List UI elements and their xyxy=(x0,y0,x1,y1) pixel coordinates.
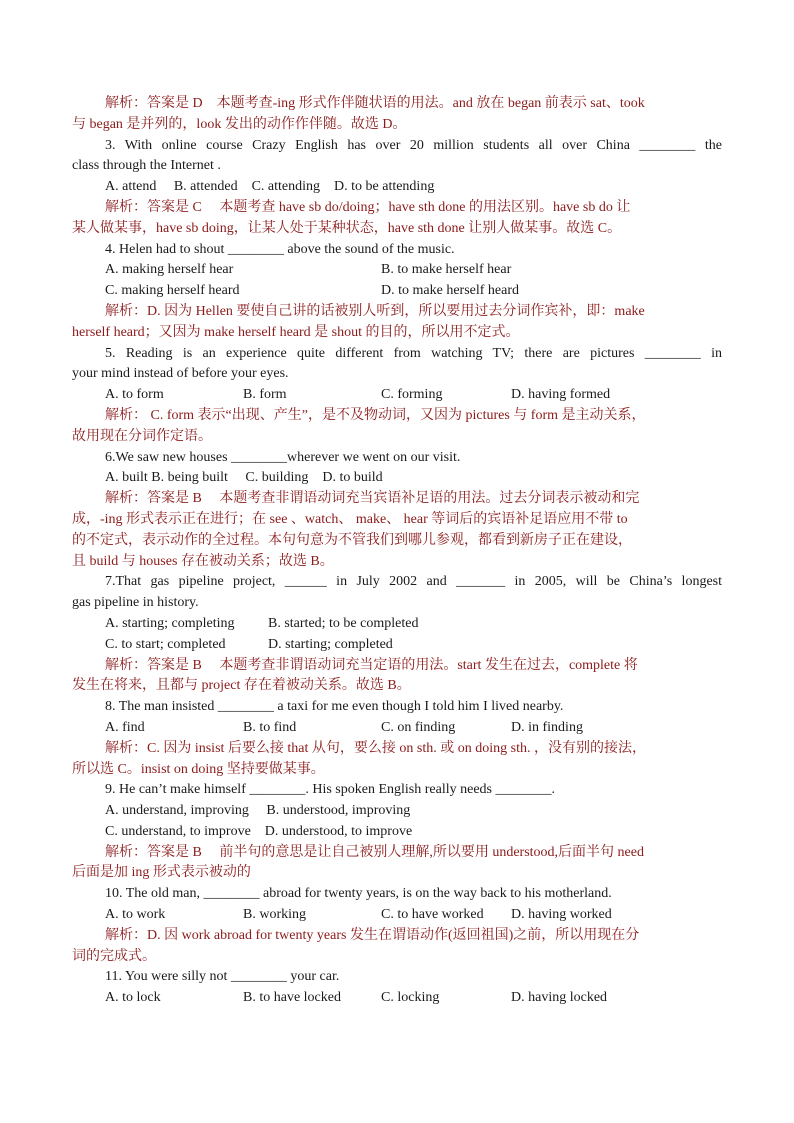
answer-option: A. to form xyxy=(105,387,164,403)
answer-options xyxy=(72,281,722,302)
explanation-line: 解析：C. 因为 insist 后要么接 that 从句，要么接 on sth. 或 on doing sth. ，没有别的接法， xyxy=(105,740,646,756)
answer-option: B. working xyxy=(243,907,306,923)
explanation-line: 成，-ing 形式表示正在进行；在 see 、watch、 make、 hear 等词后的宾语补足语应用不带 to xyxy=(72,511,628,527)
explanation-line: 某人做某事，have sb doing，让某人处于某种状态，have sth done 让别人做某事。故选 C。 xyxy=(72,220,622,236)
answer-option: D. having locked xyxy=(511,990,608,1006)
question-line: C. understand, to improve D. understood, to improve xyxy=(105,823,413,839)
answer-option: D. having formed xyxy=(511,387,611,403)
explanation-line: 所以选 C。insist on doing 坚持要做某事。 xyxy=(72,761,325,777)
answer-option: A. to work xyxy=(105,907,166,923)
question-line: 9. He can’t make himself ________. His spoken English really needs ________. xyxy=(105,782,555,798)
answer-option: B. to make herself hear xyxy=(381,262,512,278)
question-line: gas pipeline in history. xyxy=(72,595,199,611)
answer-option: C. forming xyxy=(381,387,443,403)
answer-option: B. to find xyxy=(243,719,297,735)
answer-options xyxy=(72,905,722,926)
explanation-line: 解析：答案是 B 本题考查非谓语动词充当定语的用法。start 发生在过去，complete 将 xyxy=(105,657,638,673)
question-line: 3. With online course Crazy English has over 20 million students all over China ________ the xyxy=(105,137,722,153)
question-line: A. built B. being built C. building D. to build xyxy=(105,470,383,486)
answer-option: D. in finding xyxy=(511,719,583,735)
answer-option: A. find xyxy=(105,719,145,735)
question-line: A. attend B. attended C. attending D. to be attending xyxy=(105,179,435,195)
document-page xyxy=(72,94,722,1009)
answer-option: C. to start; completed xyxy=(105,636,226,652)
answer-option: B. to have locked xyxy=(243,990,341,1006)
answer-options xyxy=(72,988,722,1009)
explanation-line: 词的完成式。 xyxy=(72,948,156,964)
explanation-line: 发生在将来，且都与 project 存在着被动关系。故选 B。 xyxy=(72,678,411,694)
answer-options xyxy=(72,614,722,635)
question-line: 11. You were silly not ________ your car. xyxy=(105,969,340,985)
explanation-line: 解析：D. 因 work abroad for twenty years 发生在谓语动作(返回祖国)之前，所以用现在分 xyxy=(105,927,640,943)
explanation-line: 与 began 是并列的，look 发出的动作作伴随。故选 D。 xyxy=(72,116,407,132)
question-line: 8. The man insisted ________ a taxi for me even though I told him I lived nearby. xyxy=(105,699,564,715)
answer-option: D. having worked xyxy=(511,907,612,923)
answer-option: A. making herself hear xyxy=(105,262,234,278)
explanation-line: 解析：D. 因为 Hellen 要使自己讲的话被别人听到，所以要用过去分词作宾补，即：make xyxy=(105,303,645,319)
question-line: 10. The old man, ________ abroad for twenty years, is on the way back to his motherland. xyxy=(105,886,612,902)
explanation-line: 且 build 与 houses 存在被动关系；故选 B。 xyxy=(72,553,334,569)
answer-options xyxy=(72,260,722,281)
explanation-line: 解析：答案是 B 前半句的意思是让自己被别人理解,所以要用 understood,后面半句 need xyxy=(105,844,644,860)
explanation-line: 解析：答案是 D 本题考查-ing 形式作伴随状语的用法。and 放在 began 前表示 sat、took xyxy=(105,96,645,111)
question-line: 4. Helen had to shout ________ above the sound of the music. xyxy=(105,241,455,257)
question-line: class through the Internet . xyxy=(72,158,221,174)
answer-options xyxy=(72,635,722,656)
answer-option: B. form xyxy=(243,387,287,403)
question-line: 7.That gas pipeline project, ______ in July 2002 and _______ in 2005, will be China’s longest xyxy=(105,574,722,590)
answer-option: C. locking xyxy=(381,990,440,1006)
question-line: your mind instead of before your eyes. xyxy=(72,366,289,382)
explanation-line: herself heard；又因为 make herself heard 是 shout 的目的，所以用不定式。 xyxy=(72,324,520,340)
explanation-line: 的不定式，表示动作的全过程。本句句意为不管我们到哪儿参观，都看到新房子正在建设， xyxy=(72,532,632,548)
answer-options xyxy=(72,385,722,406)
explanation-line: 解析：答案是 B 本题考查非谓语动词充当宾语补足语的用法。过去分词表示被动和完 xyxy=(105,491,640,507)
answer-option: A. to lock xyxy=(105,990,161,1006)
answer-option: D. to make herself heard xyxy=(381,283,519,299)
explanation-line: 解析： C. form 表示“出现、产生”，是不及物动词，又因为 pictures 与 form 是主动关系， xyxy=(105,407,646,423)
answer-option: A. starting; completing xyxy=(105,615,235,631)
answer-options xyxy=(72,718,722,739)
answer-option: C. on finding xyxy=(381,719,456,735)
question-line: 6.We saw new houses ________wherever we went on our visit. xyxy=(105,449,461,465)
question-line: 5. Reading is an experience quite different from watching TV; there are pictures ________ in xyxy=(105,345,722,361)
explanation-line: 后面是加 ing 形式表示被动的 xyxy=(72,865,251,881)
explanation-line: 故用现在分词作定语。 xyxy=(72,428,212,444)
explanation-line: 解析：答案是 C 本题考查 have sb do/doing；have sth done 的用法区别。have sb do 让 xyxy=(105,199,631,215)
question-line: A. understand, improving B. understood, improving xyxy=(105,803,411,819)
answer-option: C. to have worked xyxy=(381,907,484,923)
answer-option: D. starting; completed xyxy=(268,636,393,652)
answer-option: C. making herself heard xyxy=(105,283,240,299)
answer-option: B. started; to be completed xyxy=(268,615,419,631)
